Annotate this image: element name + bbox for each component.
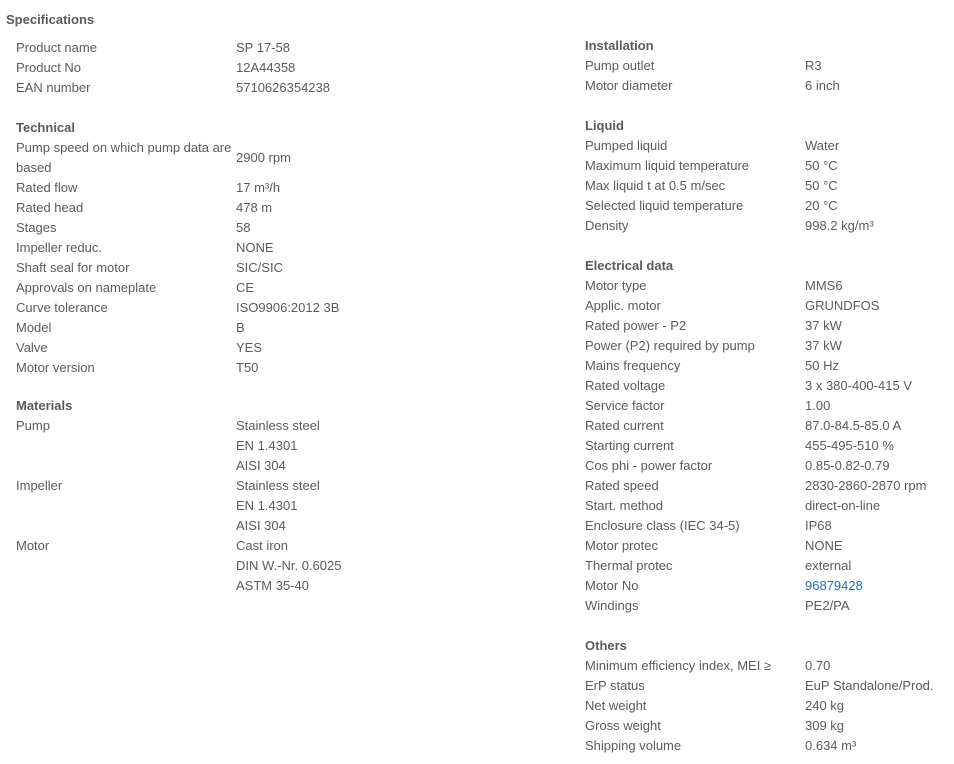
spec-value: 0.634 m³ [805, 738, 857, 753]
spec-label: Rated flow [16, 180, 78, 195]
spec-row [16, 318, 556, 338]
spec-value: 309 kg [805, 718, 845, 733]
spec-label: Motor No [585, 578, 639, 593]
spec-row [16, 298, 556, 318]
spec-label: Minimum efficiency index, MEI ≥ [585, 658, 772, 673]
spec-row [16, 138, 556, 178]
spec-label: Motor [16, 538, 50, 553]
spec-row [585, 696, 954, 716]
spec-row [16, 258, 556, 278]
spec-value-line: Stainless steel [236, 478, 320, 493]
spec-label: Start. method [585, 498, 664, 513]
spec-value: direct-on-line [805, 498, 881, 513]
spec-label: Applic. motor [585, 298, 661, 313]
spec-value: 58 [236, 220, 251, 235]
spec-value-line: Cast iron [236, 538, 289, 553]
spec-row [585, 196, 954, 216]
spec-label: Cos phi - power factor [585, 458, 713, 473]
motor-no-link[interactable]: 96879428 [805, 578, 863, 593]
spec-value [236, 536, 556, 596]
spec-value-line: EN 1.4301 [236, 498, 298, 513]
spec-label: Impeller reduc. [16, 240, 102, 255]
spec-label: Pumped liquid [585, 138, 668, 153]
spec-label: Windings [585, 598, 639, 613]
spec-row [585, 656, 954, 676]
spec-value: 0.70 [805, 658, 831, 673]
spec-row [585, 376, 954, 396]
spec-row [16, 278, 556, 298]
spec-value: YES [236, 340, 263, 355]
spec-label: Motor protec [585, 538, 658, 553]
spec-row [585, 436, 954, 456]
spec-label: Impeller [16, 478, 63, 493]
spec-label: Starting current [585, 438, 674, 453]
spec-value: 455-495-510 % [805, 438, 894, 453]
spec-value [236, 138, 556, 178]
spec-label: Rated current [585, 418, 664, 433]
spec-label: Pump [16, 418, 50, 433]
spec-label: Enclosure class (IEC 34-5) [585, 518, 740, 533]
spec-value-line: DIN W.-Nr. 0.6025 [236, 558, 342, 573]
spec-label: Model [16, 320, 52, 335]
spec-row [585, 136, 954, 156]
spec-value: 37 kW [805, 338, 842, 353]
spec-row [16, 78, 556, 98]
spec-label: Rated head [16, 200, 84, 215]
spec-value-line: EN 1.4301 [236, 438, 298, 453]
spec-row [585, 736, 954, 756]
spec-value: 37 kW [805, 318, 842, 333]
spec-row [585, 316, 954, 336]
spec-value: EuP Standalone/Prod. [805, 678, 934, 693]
spec-row [16, 416, 556, 476]
spec-value-line: AISI 304 [236, 518, 286, 533]
spec-value: B [236, 320, 245, 335]
spec-label: Maximum liquid temperature [585, 158, 750, 173]
spec-label: Rated voltage [585, 378, 666, 393]
spec-row [585, 276, 954, 296]
spec-label: Approvals on nameplate [16, 280, 157, 295]
technical-section [16, 118, 556, 378]
spec-value: 20 °C [805, 198, 838, 213]
spec-row [585, 336, 954, 356]
spec-row [585, 676, 954, 696]
spec-row [585, 716, 954, 736]
spec-value: 2830-2860-2870 rpm [805, 478, 927, 493]
spec-value: 50 °C [805, 178, 838, 193]
spec-label: Net weight [585, 698, 647, 713]
spec-label: Curve tolerance [16, 300, 108, 315]
spec-row [585, 56, 954, 76]
spec-row [585, 476, 954, 496]
spec-value: CE [236, 280, 255, 295]
spec-value [236, 476, 556, 536]
spec-row [585, 216, 954, 236]
electrical-section [585, 256, 954, 616]
spec-value: 12A44358 [236, 60, 296, 75]
spec-label: Thermal protec [585, 558, 673, 573]
spec-value: external [805, 558, 852, 573]
spec-row [16, 536, 556, 596]
spec-label: Product name [16, 40, 97, 55]
spec-label: Stages [16, 220, 57, 235]
spec-label: Shipping volume [585, 738, 682, 753]
spec-row [585, 536, 954, 556]
spec-row [585, 556, 954, 576]
spec-row [585, 156, 954, 176]
spec-row [16, 58, 556, 78]
spec-label: Motor diameter [585, 78, 673, 93]
spec-row [585, 516, 954, 536]
spec-value: 3 x 380-400-415 V [805, 378, 912, 393]
spec-label: EAN number [16, 80, 91, 95]
spec-value: NONE [805, 538, 843, 553]
spec-label: Density [585, 218, 629, 233]
section-title: Liquid [585, 118, 624, 133]
spec-row [585, 596, 954, 616]
spec-row [16, 218, 556, 238]
spec-value: SP 17-58 [236, 40, 290, 55]
spec-value: 17 m³/h [236, 180, 281, 195]
materials-section [16, 396, 556, 596]
spec-row [585, 456, 954, 476]
spec-label: Rated speed [585, 478, 659, 493]
spec-row [585, 296, 954, 316]
spec-value-line: Stainless steel [236, 418, 320, 433]
spec-label: Power (P2) required by pump [585, 338, 755, 353]
spec-value: 5710626354238 [236, 80, 330, 95]
spec-value: Water [805, 138, 840, 153]
spec-row [16, 38, 556, 58]
spec-row [585, 76, 954, 96]
spec-label: Product No [16, 60, 82, 75]
section-title: Others [585, 638, 627, 653]
spec-value: 1.00 [805, 398, 831, 413]
spec-row [585, 176, 954, 196]
spec-label: Shaft seal for motor [16, 260, 130, 275]
spec-row [585, 416, 954, 436]
spec-label: Motor type [585, 278, 647, 293]
spec-value-text: 2900 rpm [236, 150, 291, 165]
spec-value: 478 m [236, 200, 273, 215]
spec-value: 50 Hz [805, 358, 839, 373]
spec-value: IP68 [805, 518, 832, 533]
spec-label: Valve [16, 340, 48, 355]
spec-label: Gross weight [585, 718, 661, 733]
page-title: Specifications [6, 12, 95, 27]
spec-value-line: AISI 304 [236, 458, 286, 473]
spec-value: 240 kg [805, 698, 845, 713]
spec-row [16, 198, 556, 218]
installation-section [585, 36, 954, 96]
spec-row [16, 238, 556, 258]
spec-row [585, 356, 954, 376]
spec-label: Selected liquid temperature [585, 198, 744, 213]
product-section [16, 38, 556, 98]
spec-label: Mains frequency [585, 358, 681, 373]
spec-label: Max liquid t at 0.5 m/sec [585, 178, 726, 193]
spec-row [16, 338, 556, 358]
section-title: Electrical data [585, 258, 674, 273]
spec-label: Motor version [16, 360, 95, 375]
spec-value: MMS6 [805, 278, 843, 293]
spec-value: 6 inch [805, 78, 840, 93]
spec-value: SIC/SIC [236, 260, 283, 275]
spec-value-line: ASTM 35-40 [236, 578, 309, 593]
spec-row [16, 178, 556, 198]
spec-label: Pump outlet [585, 58, 655, 73]
spec-value: PE2/PA [805, 598, 850, 613]
spec-row [585, 396, 954, 416]
section-title: Installation [585, 38, 654, 53]
spec-value: NONE [236, 240, 274, 255]
spec-label: Pump speed on which pump data are based [16, 140, 232, 175]
spec-value: 0.85-0.82-0.79 [805, 458, 890, 473]
spec-value: 87.0-84.5-85.0 A [805, 418, 902, 433]
spec-label: Rated power - P2 [585, 318, 687, 333]
spec-label: ErP status [585, 678, 645, 693]
spec-row [16, 358, 556, 378]
spec-row [585, 496, 954, 516]
spec-value: T50 [236, 360, 259, 375]
spec-value: R3 [805, 58, 822, 73]
spec-label: Service factor [585, 398, 665, 413]
spec-row [16, 476, 556, 536]
spec-value [805, 576, 954, 596]
spec-value: ISO9906:2012 3B [236, 300, 340, 315]
spec-value: 998.2 kg/m³ [805, 218, 874, 233]
spec-row [585, 576, 954, 596]
spec-value: 50 °C [805, 158, 838, 173]
others-section [585, 636, 954, 756]
spec-value: GRUNDFOS [805, 298, 880, 313]
section-title: Technical [16, 120, 76, 135]
spec-value [236, 416, 556, 476]
section-title: Materials [16, 398, 73, 413]
liquid-section [585, 116, 954, 236]
